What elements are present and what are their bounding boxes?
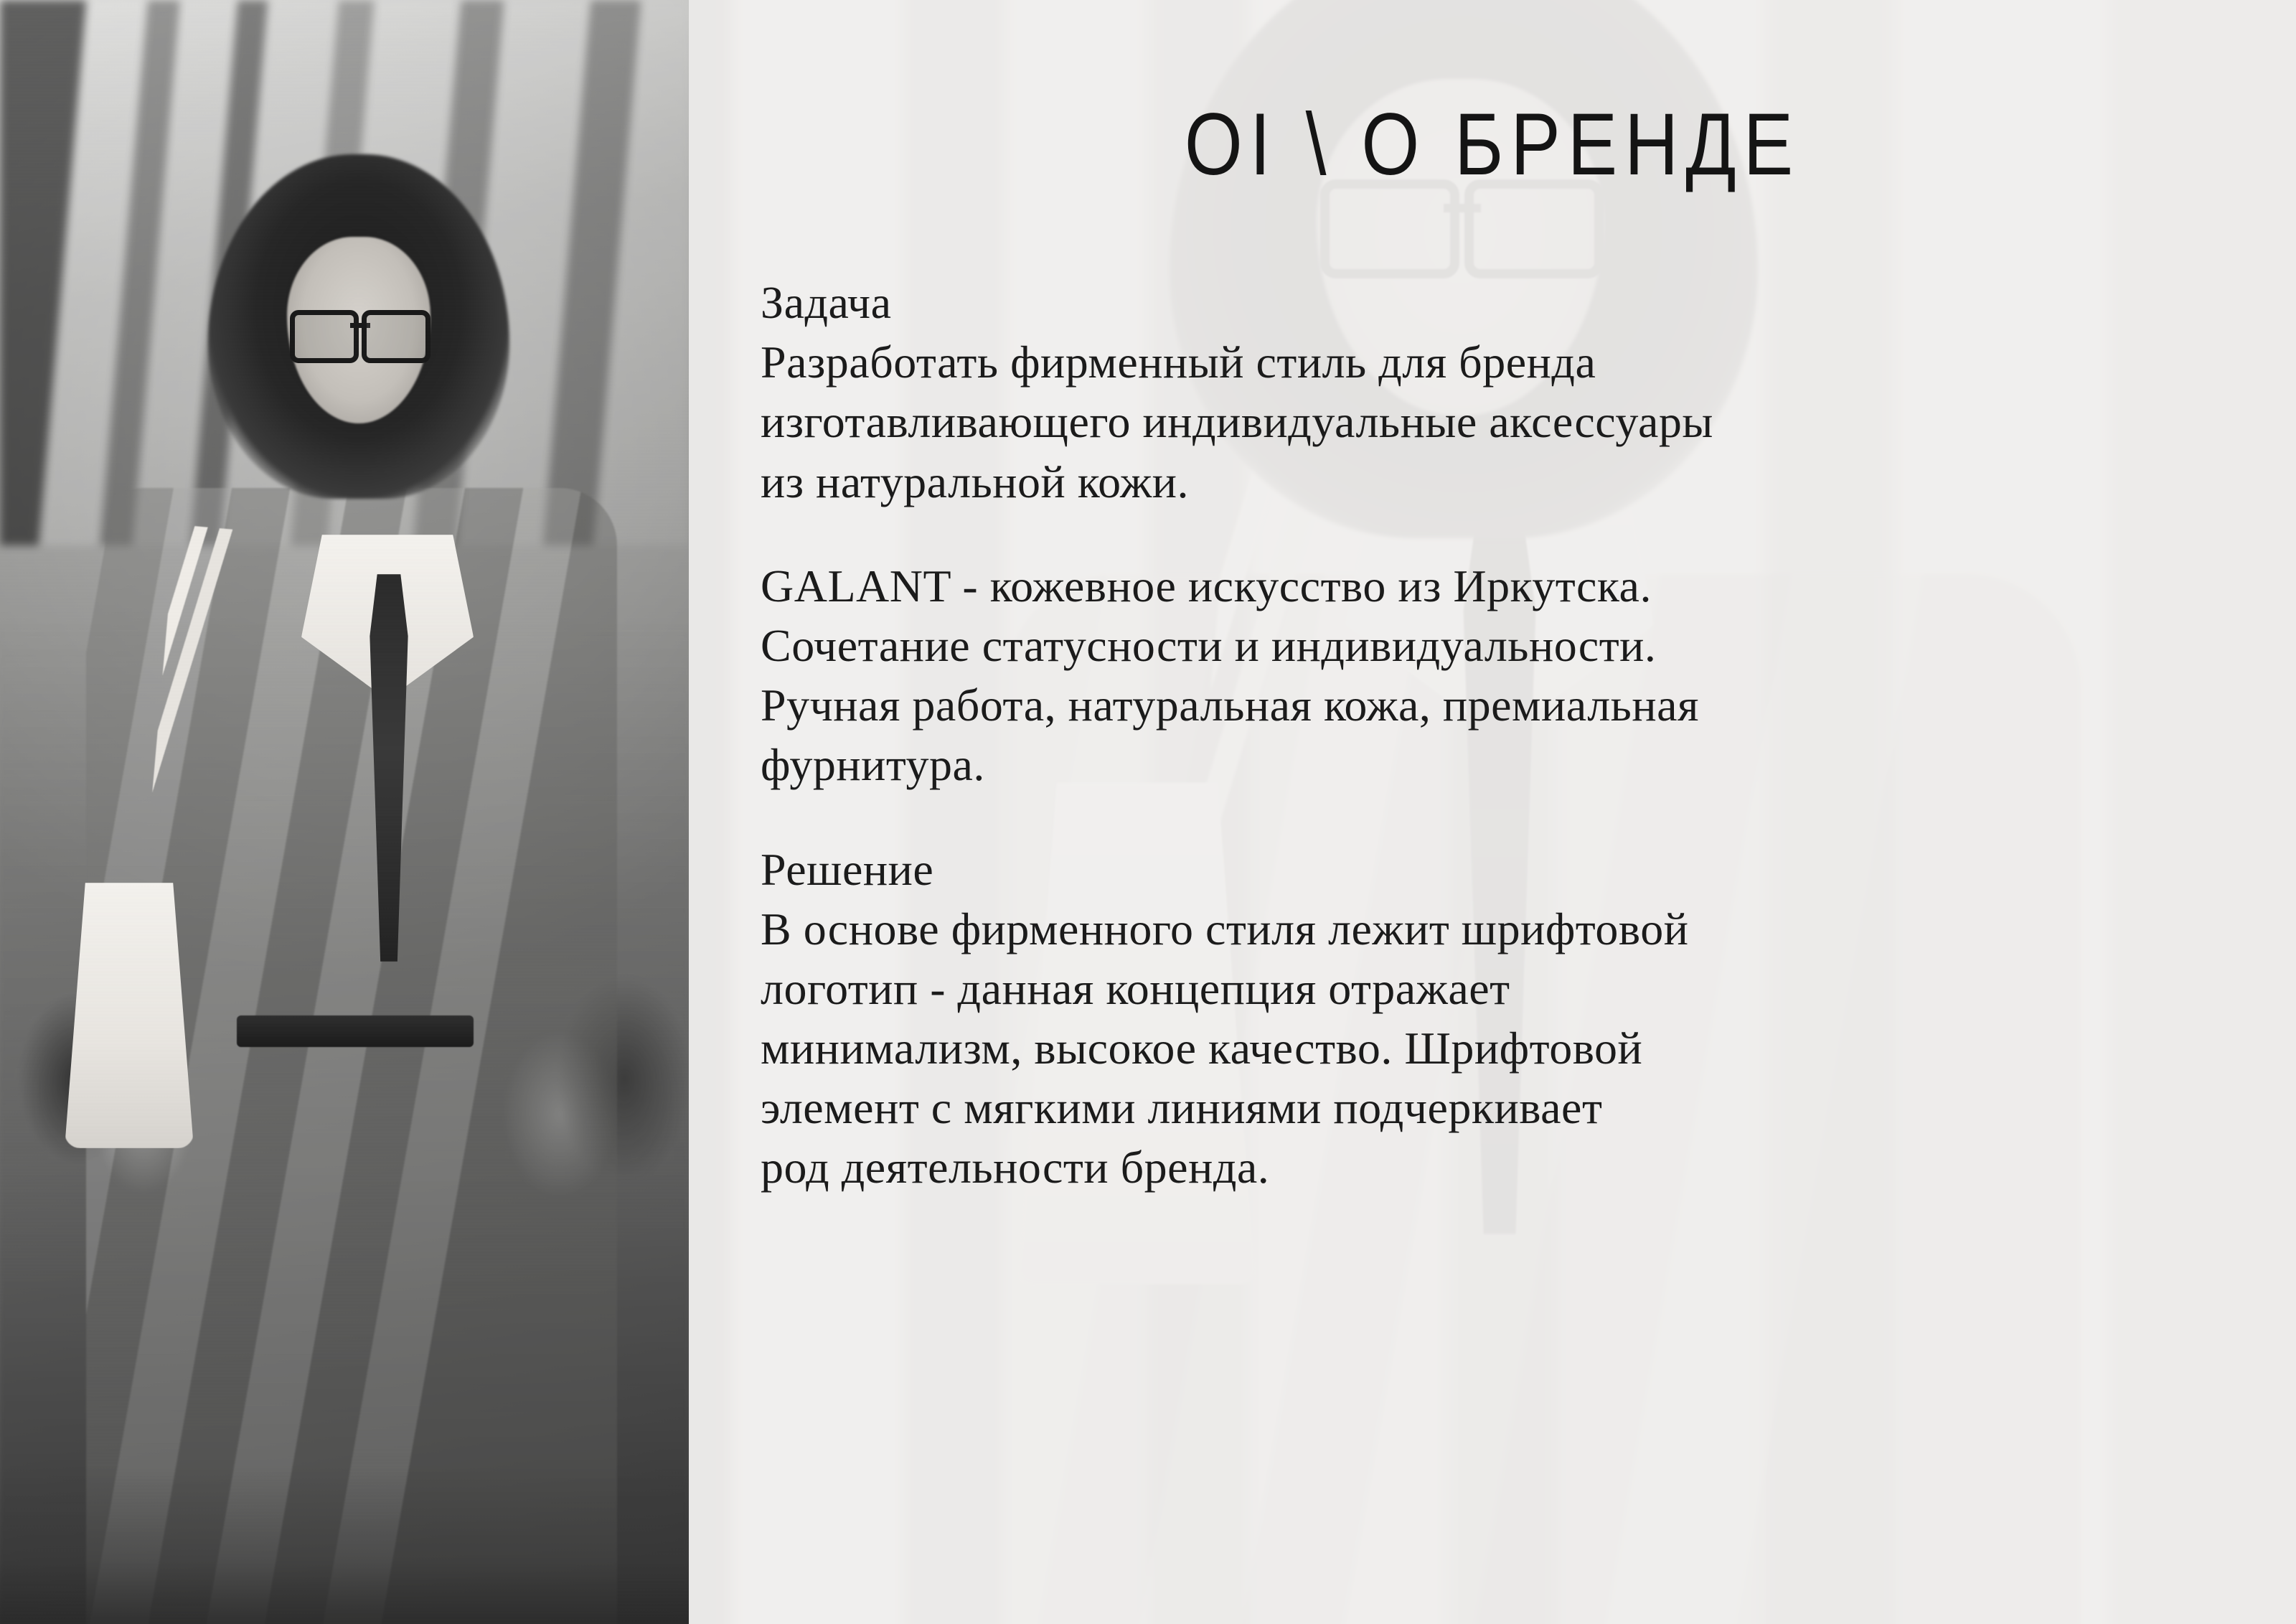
section-solution-line-3: минимализм, высокое качество. Шрифтовой [761,1023,1643,1074]
section-task [761,273,2203,512]
section-task-heading: Задача [761,277,892,328]
section-task-line-2: изготавливающего индивидуальные аксессуары [761,396,1713,448]
section-solution [761,840,2203,1198]
section-solution-heading: Решение [761,843,934,895]
section-brand-line-1: GALANT - кожевное искусство из Иркутска. [761,560,1652,611]
section-brand-line-2: Сочетание статусности и индивидуальности. [761,619,1657,671]
section-brand-line-3: Ручная работа, натуральная кожа, премиальная [761,680,1699,731]
section-solution-line-1: В основе фирменного стиля лежит шрифтовой [761,903,1689,954]
section-solution-line-5: род деятельности бренда. [761,1142,1270,1193]
photo-grain-overlay [0,0,689,1624]
section-task-line-1: Разработать фирменный стиль для бренда [761,337,1596,388]
section-brand [761,556,2203,795]
page-title: OI \ О БРЕНДЕ [1184,95,1801,194]
section-solution-line-4: элемент с мягкими линиями подчеркивает [761,1082,1603,1134]
section-solution-line-2: логотип - данная концепция отражает [761,962,1510,1014]
brand-photo [0,0,689,1624]
section-brand-line-4: фурнитура. [761,739,985,791]
content-inner [689,0,2296,1624]
content-panel [689,0,2296,1624]
body-text [761,273,2203,1198]
section-task-line-3: из натуральной кожи. [761,456,1189,507]
